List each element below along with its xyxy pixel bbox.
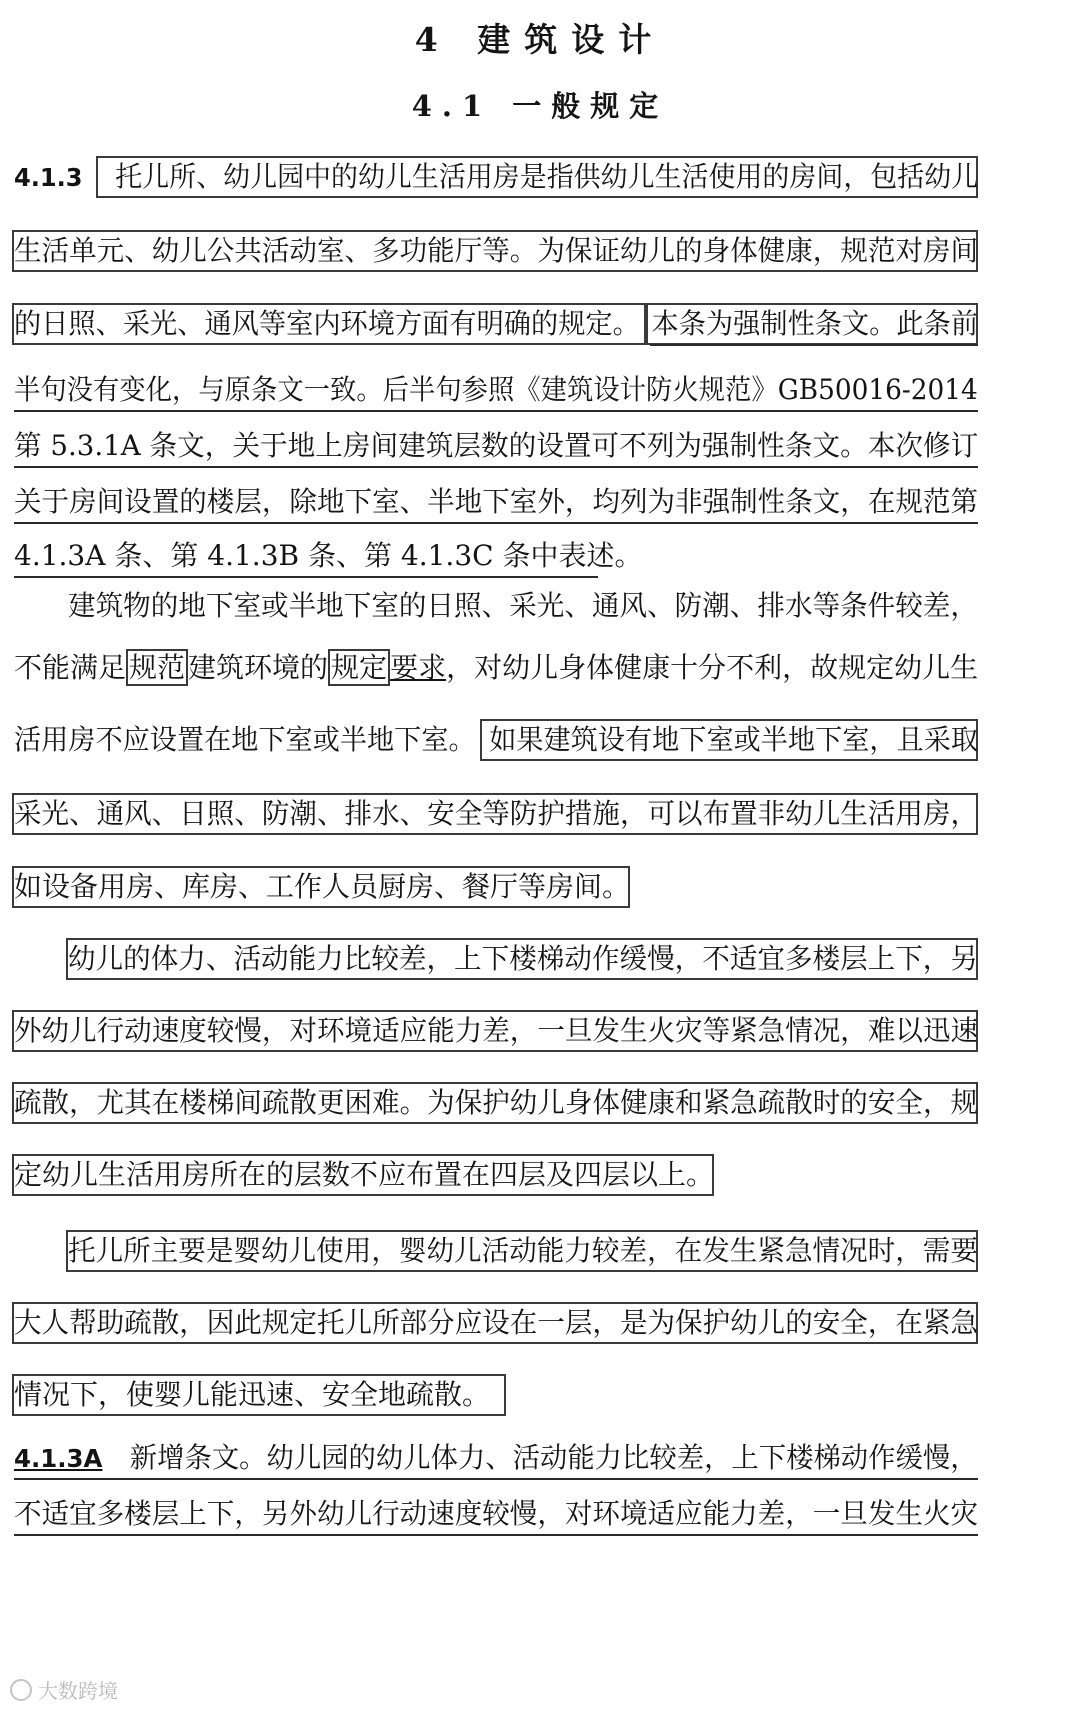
paragraph-line: 如设备用房、库房、工作人员厨房、餐厅等房间。 [14,870,631,903]
section-title: 4.1 一般规定 [411,89,669,123]
paragraph-line: 情况下，使婴儿能迅速、安全地疏散。 [14,1378,491,1411]
paragraph-line: 不能满足 规范 建筑环境的 规定 要求，对幼儿身体健康十分不利，故规定幼儿生 [14,651,979,684]
paragraph-line: 疏散，尤其在楼梯间疏散更困难。为保护幼儿身体健康和紧急疏散时的安全，规 [14,1086,979,1119]
paragraph-line: 幼儿的体力、活动能力比较差，上下楼梯动作缓慢，不适宜多楼层上下，另 [68,942,978,975]
underline [650,344,978,346]
clause-line: 4.1.3A 新增条文。幼儿园的幼儿体力、活动能力比较差，上下楼梯动作缓慢， [14,1441,978,1474]
clause-line: 不适宜多楼层上下，另外幼儿行动速度较慢，对环境适应能力差，一旦发生火灾 [14,1497,979,1530]
clause-line: 4.1.3A 条、第 4.1.3B 条、第 4.1.3C 条中表述。 [14,539,643,572]
clause-line: 4.1.3 托儿所、幼儿园中的幼儿生活用房是指供幼儿生活使用的房间，包括幼儿 [14,160,979,193]
clause-line: 生活单元、幼儿公共活动室、多功能厅等。为保证幼儿的身体健康，规范对房间 [14,234,979,267]
underline [14,410,978,412]
underline [14,522,978,524]
clause-line: 半句没有变化，与原条文一致。后半句参照《建筑设计防火规范》GB50016-2014 [14,373,978,406]
paragraph-line: 活用房不应设置在地下室或半地下室。 如果建筑设有地下室或半地下室，且采取 [14,723,979,756]
watermark-logo-icon [10,1679,32,1701]
watermark: 大数跨境 [10,1675,118,1704]
paragraph-line: 建筑物的地下室或半地下室的日照、采光、通风、防潮、排水等条件较差， [68,589,978,622]
paragraph-line: 托儿所主要是婴幼儿使用，婴幼儿活动能力较差，在发生紧急情况时，需要 [68,1234,978,1267]
paragraph-line: 大人帮助疏散，因此规定托儿所部分应设在一层，是为保护幼儿的安全，在紧急 [14,1306,979,1339]
clause-line: 的日照、采光、通风等室内环境方面有明确的规定。 本条为强制性条文。此条前 [14,307,979,340]
paragraph-line: 采光、通风、日照、防潮、排水、安全等防护措施，可以布置非幼儿生活用房， [14,797,979,830]
underline [14,1478,978,1480]
chapter-title: 4 建筑设计 [414,20,666,59]
underline [14,576,598,578]
underline [14,466,978,468]
boxed-word: 规范 [126,649,188,686]
clause-line: 关于房间设置的楼层，除地下室、半地下室外，均列为非强制性条文，在规范第 [14,485,979,518]
paragraph-line: 外幼儿行动速度较慢，对环境适应能力差，一旦发生火灾等紧急情况，难以迅速 [14,1014,979,1047]
clause-number: 4.1.3A [14,1444,103,1473]
boxed-word: 规定 [328,649,390,686]
underline [14,1534,978,1536]
clause-line: 第 5.3.1A 条文，关于地上房间建筑层数的设置可不列为强制性条文。本次修订 [14,429,979,462]
clause-number: 4.1.3 [14,163,83,192]
paragraph-line: 定幼儿生活用房所在的层数不应布置在四层及四层以上。 [14,1158,715,1191]
